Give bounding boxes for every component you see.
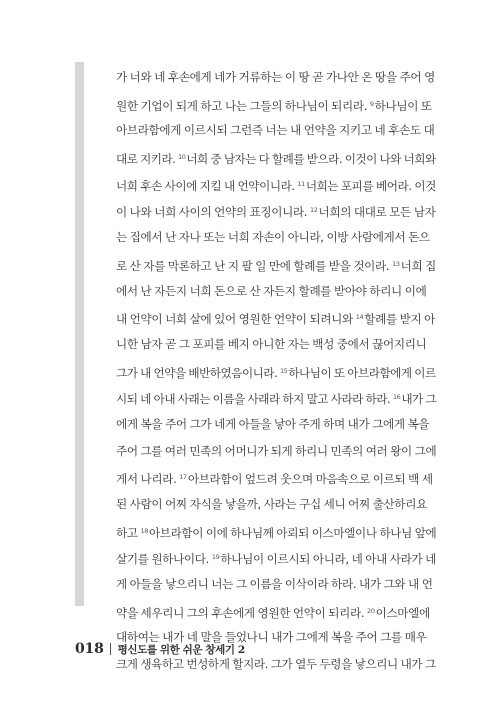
verse-text: 이스마엘에 — [375, 605, 430, 620]
text-line — [116, 304, 436, 331]
verse-text: 게서 나리라. — [116, 472, 180, 487]
verse-text: 너희는 포피를 베어라. 이것 — [305, 178, 436, 193]
text-line — [116, 571, 436, 598]
scripture-text — [116, 64, 436, 678]
verse-number: 13 — [392, 259, 400, 268]
verse-number: 17 — [179, 473, 187, 482]
text-line — [116, 491, 436, 518]
verse-text: 약을 세우리니 그의 후손에게 영원한 언약이 되리라. — [116, 605, 368, 620]
verse-number: 12 — [309, 206, 318, 215]
verse-text: 가 너와 네 후손에게 네가 거류하는 이 땅 곧 가나안 온 땅을 주어 영 — [116, 70, 435, 84]
verse-text: 크게 생육하고 번성하게 할지라. 그가 열두 두령을 낳으리니 내가 그 — [116, 657, 436, 672]
text-line — [116, 464, 436, 491]
text-line — [116, 411, 436, 438]
verse-text: 너희 후손 사이에 지킬 내 언약이니라. — [116, 178, 298, 193]
verse-text: 된 사람이 어찌 자식을 낳을까, 사라는 구십 세니 어찌 출산하리요 — [116, 497, 427, 511]
verse-number: 19 — [211, 553, 220, 562]
text-line — [116, 251, 436, 278]
verse-text: 살기를 원하나이다. — [116, 552, 212, 567]
text-line — [116, 598, 436, 625]
text-line — [116, 384, 436, 411]
text-line — [116, 91, 436, 118]
verse-text: 너희 중 남자는 다 할례를 받으라. 이것이 나와 너희와 — [186, 152, 436, 167]
verse-text: 그가 내 언약을 배반하였음이니라. — [116, 365, 281, 380]
verse-text: 게 아들을 낳으리니 너는 그 이름을 이삭이라 하라. 내가 그와 내 언 — [116, 577, 433, 592]
verse-text: 대로 지키라. — [116, 152, 179, 167]
verse-text: 에게 복을 주어 그가 네게 아들을 낳아 주게 하며 내가 그에게 복을 — [116, 416, 430, 431]
verse-text: 시되 네 아내 사래는 이름을 사래라 하지 말고 사라라 하라. — [116, 392, 393, 407]
verse-text: 아브라함이 이에 하나님께 아뢰되 이스마엘이나 하나님 앞에 — [148, 525, 437, 540]
verse-text: 대하여는 내가 네 말을 들었나니 내가 그에게 복을 주어 그를 매우 — [116, 630, 427, 645]
text-line — [116, 358, 436, 385]
text-line — [116, 518, 436, 545]
verse-text: 니한 남자 곧 그 포피를 베지 아니한 자는 백성 중에서 끊어지리니 — [116, 336, 427, 351]
verse-text: 로 산 자를 막론하고 난 지 팔 일 만에 할례를 받을 것이라. — [116, 258, 393, 273]
verse-number: 10 — [178, 153, 186, 162]
book-title: 평신도를 위한 쉬운 창세기 2 — [117, 643, 245, 656]
verse-text: 는 집에서 난 자나 또는 너희 자손이 아니라, 이방 사람에게서 돈으 — [116, 230, 430, 245]
page-number: 018 — [75, 641, 104, 657]
verse-text: 에서 난 자든지 너희 돈으로 산 자든지 할례를 받아야 하리니 이에 — [116, 283, 427, 298]
text-line — [116, 171, 436, 198]
verse-text: 주어 그를 여러 민족의 어머니가 되게 하리니 민족의 여러 왕이 그에 — [116, 443, 437, 458]
text-line — [116, 197, 436, 224]
text-line — [116, 117, 436, 144]
verse-number: 11 — [297, 179, 305, 188]
text-line — [116, 144, 436, 171]
verse-number: 18 — [140, 526, 148, 535]
verse-number: 16 — [392, 393, 401, 402]
verse-text: 내가 그 — [401, 392, 437, 407]
verse-text: 하나님이 또 — [374, 98, 432, 113]
footer-divider — [110, 643, 111, 655]
verse-text: 하고 — [116, 525, 141, 540]
verse-number: 20 — [367, 606, 375, 615]
text-line — [116, 278, 436, 305]
page-footer — [75, 639, 245, 659]
verse-text: 이 나와 너희 사이의 언약의 표징이니라. — [116, 205, 310, 220]
verse-text: 하나님이 이르시되 아니라, 네 아내 사라가 네 — [220, 552, 437, 567]
text-line — [116, 438, 436, 465]
text-line — [116, 544, 436, 571]
text-line — [116, 224, 436, 251]
verse-text: 너희의 대대로 모든 남자 — [318, 205, 436, 220]
verse-number: 14 — [355, 313, 364, 322]
verse-text: 너희 집 — [400, 258, 437, 273]
text-line — [116, 64, 436, 91]
margin-bar — [75, 62, 84, 606]
verse-text: 내 언약이 너희 살에 있어 영원한 언약이 되려니와 — [116, 312, 356, 327]
verse-number: 9 — [369, 99, 374, 108]
verse-text: 아브라함이 엎드려 웃으며 마음속으로 이르되 백 세 — [187, 472, 433, 487]
text-line — [116, 331, 436, 358]
verse-number: 15 — [280, 366, 288, 375]
verse-text: 아브라함에게 이르시되 그런즉 너는 내 언약을 지키고 네 후손도 대 — [116, 123, 435, 138]
verse-text: 원한 기업이 되게 하고 나는 그들의 하나님이 되리라. — [116, 98, 370, 113]
verse-text: 할례를 받지 아 — [364, 312, 436, 327]
verse-text: 하나님이 또 아브라함에게 이르 — [288, 365, 436, 380]
